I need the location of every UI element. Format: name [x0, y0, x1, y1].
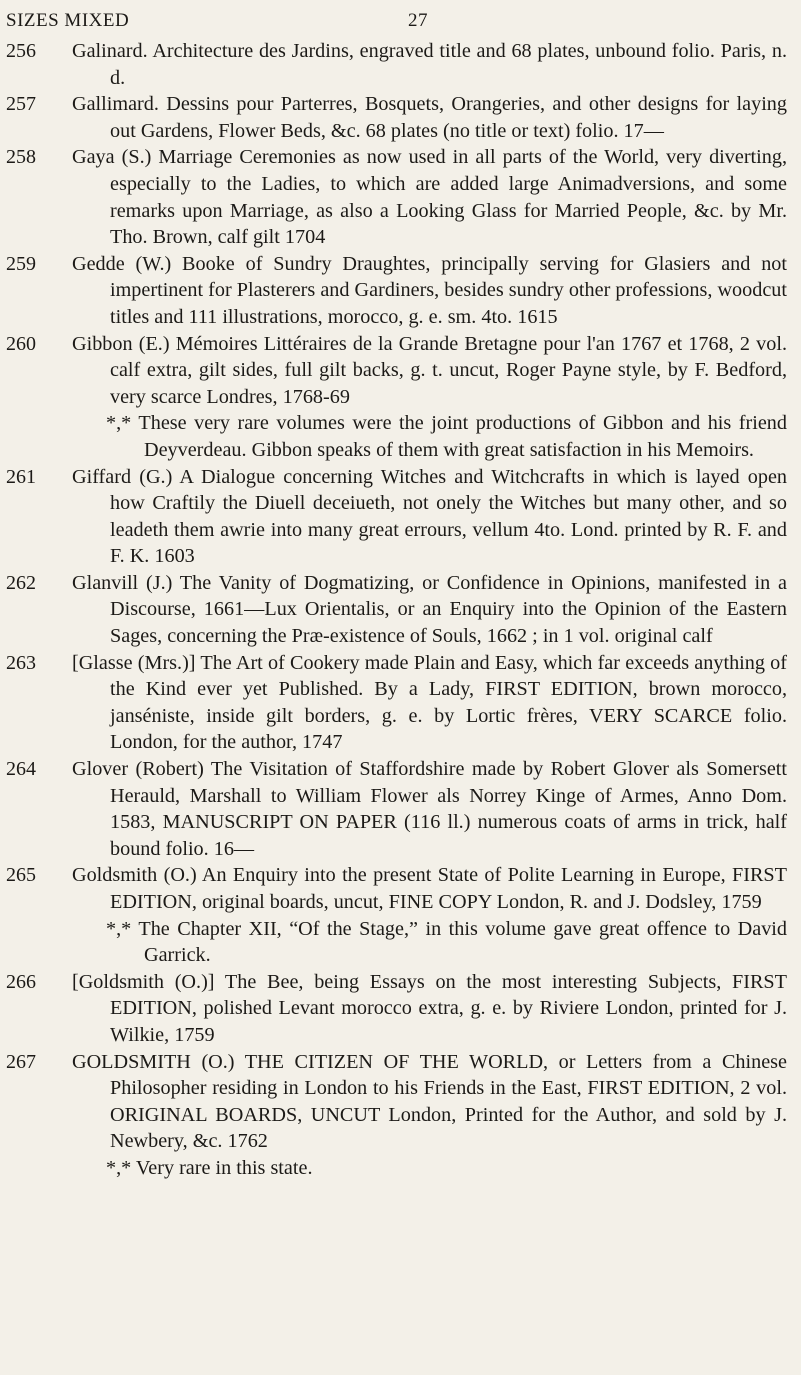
- lot-description: Gaya (S.) Marriage Ceremonies as now used in all parts of the World, very diverting, especially to the Ladies, to which are added large Animadversions, and some remarks upon Marriage, as also a Looking Glass for Married People, &c. by Mr. Tho. Brown, calf gilt 1704: [72, 146, 787, 249]
- lot-number: 259: [6, 252, 36, 275]
- lot-entry: [0, 38, 801, 91]
- lot-number: 262: [6, 571, 36, 594]
- lot-entry: [0, 969, 801, 1049]
- lot-number: 257: [6, 93, 36, 116]
- lot-entry: [0, 144, 801, 250]
- lot-number: 261: [6, 465, 36, 488]
- lot-note: *,* These very rare volumes were the joint productions of Gibbon and his friend Deyverdeau. Gibbon speaks of them with great satisfaction in his Memoirs.: [106, 412, 787, 461]
- lot-description: [Glasse (Mrs.)] The Art of Cookery made Plain and Easy, which far exceeds anything of the Kind ever yet Published. By a Lady, FIRST EDITION, brown morocco, janséniste, inside gilt borders, g. e. by Lortic frères, VERY SCARCE folio. London, for the author, 1747: [72, 651, 787, 754]
- lot-number: 266: [6, 970, 36, 993]
- lot-number: 265: [6, 864, 36, 887]
- lot-description: Goldsmith (O.) An Enquiry into the present State of Polite Learning in Europe, FIRST EDITION, original boards, uncut, FINE COPY London, R. and J. Dodsley, 1759: [72, 864, 787, 913]
- lot-number: 260: [6, 332, 36, 355]
- lot-note: *,* Very rare in this state.: [106, 1156, 313, 1179]
- lot-entry: [0, 862, 801, 968]
- lot-entry: [0, 756, 801, 862]
- lot-list: [0, 38, 801, 1182]
- lot-description: Gedde (W.) Booke of Sundry Draughtes, principally serving for Glasiers and not impertinent for Plasterers and Gardiners, besides sundry other professions, woodcut titles and 111 illustrations, morocco, g. e. sm. 4to. 1615: [72, 252, 787, 328]
- lot-number: 258: [6, 146, 36, 169]
- lot-entry: [0, 91, 801, 144]
- lot-description: Glanvill (J.) The Vanity of Dogmatizing, or Confidence in Opinions, manifested in a Discourse, 1661—Lux Orientalis, or an Enquiry into the Opinion of the Eastern Sages, concerning the Præ-existence of Souls, 1662 ; in 1 vol. original calf: [72, 571, 787, 648]
- lot-description: Giffard (G.) A Dialogue concerning Witches and Witchcrafts in which is layed open how Craftily the Diuell deceiueth, not onely the Witches but many other, and so leadeth them awrie into many great errours, vellum 4to. Lond. printed by R. F. and F. K. 1603: [72, 465, 787, 568]
- lot-description: Glover (Robert) The Visitation of Staffordshire made by Robert Glover als Somersett Herauld, Marshall to William Flower als Norrey Kinge of Armes, Anno Dom. 1583, MANUSCRIPT ON PAPER (116 ll.) numerous coats of arms in trick, half bound folio. 16—: [72, 758, 787, 860]
- page-header: [6, 6, 786, 36]
- lot-description: [Goldsmith (O.)] The Bee, being Essays on the most interesting Subjects, FIRST EDITION, polished Levant morocco extra, g. e. by Riviere London, printed for J. Wilkie, 1759: [72, 970, 787, 1046]
- lot-entry: [0, 570, 801, 650]
- page-number: 27: [408, 10, 428, 31]
- running-title: SIZES MIXED: [6, 10, 130, 31]
- lot-entry: [0, 251, 801, 331]
- lot-description: Galinard. Architecture des Jardins, engraved title and 68 plates, unbound folio. Paris, n. d.: [72, 40, 787, 89]
- lot-number: 267: [6, 1050, 36, 1073]
- lot-description: Gallimard. Dessins pour Parterres, Bosquets, Orangeries, and other designs for laying out Gardens, Flower Beds, &c. 68 plates (no title or text) folio. 17—: [72, 93, 787, 142]
- lot-description: GOLDSMITH (O.) THE CITIZEN OF THE WORLD, or Letters from a Chinese Philosopher residing in London to his Friends in the East, FIRST EDITION, 2 vol. ORIGINAL BOARDS, UNCUT London, Printed for the Author, and sold by J. Newbery, &c. 1762: [72, 1050, 787, 1153]
- lot-entry: [0, 650, 801, 756]
- lot-number: 264: [6, 758, 36, 781]
- lot-entry: [0, 1049, 801, 1182]
- lot-description: Gibbon (E.) Mémoires Littéraires de la Grande Bretagne pour l'an 1767 et 1768, 2 vol. calf extra, gilt sides, full gilt backs, g. t. uncut, Roger Payne style, by F. Bedford, very scarce Londres, 1768-69: [72, 332, 787, 408]
- lot-note: *,* The Chapter XII, “Of the Stage,” in this volume gave great offence to David Garrick.: [106, 917, 787, 967]
- lot-entry: [0, 331, 801, 464]
- lot-number: 256: [6, 40, 36, 62]
- lot-number: 263: [6, 651, 36, 674]
- lot-entry: [0, 464, 801, 570]
